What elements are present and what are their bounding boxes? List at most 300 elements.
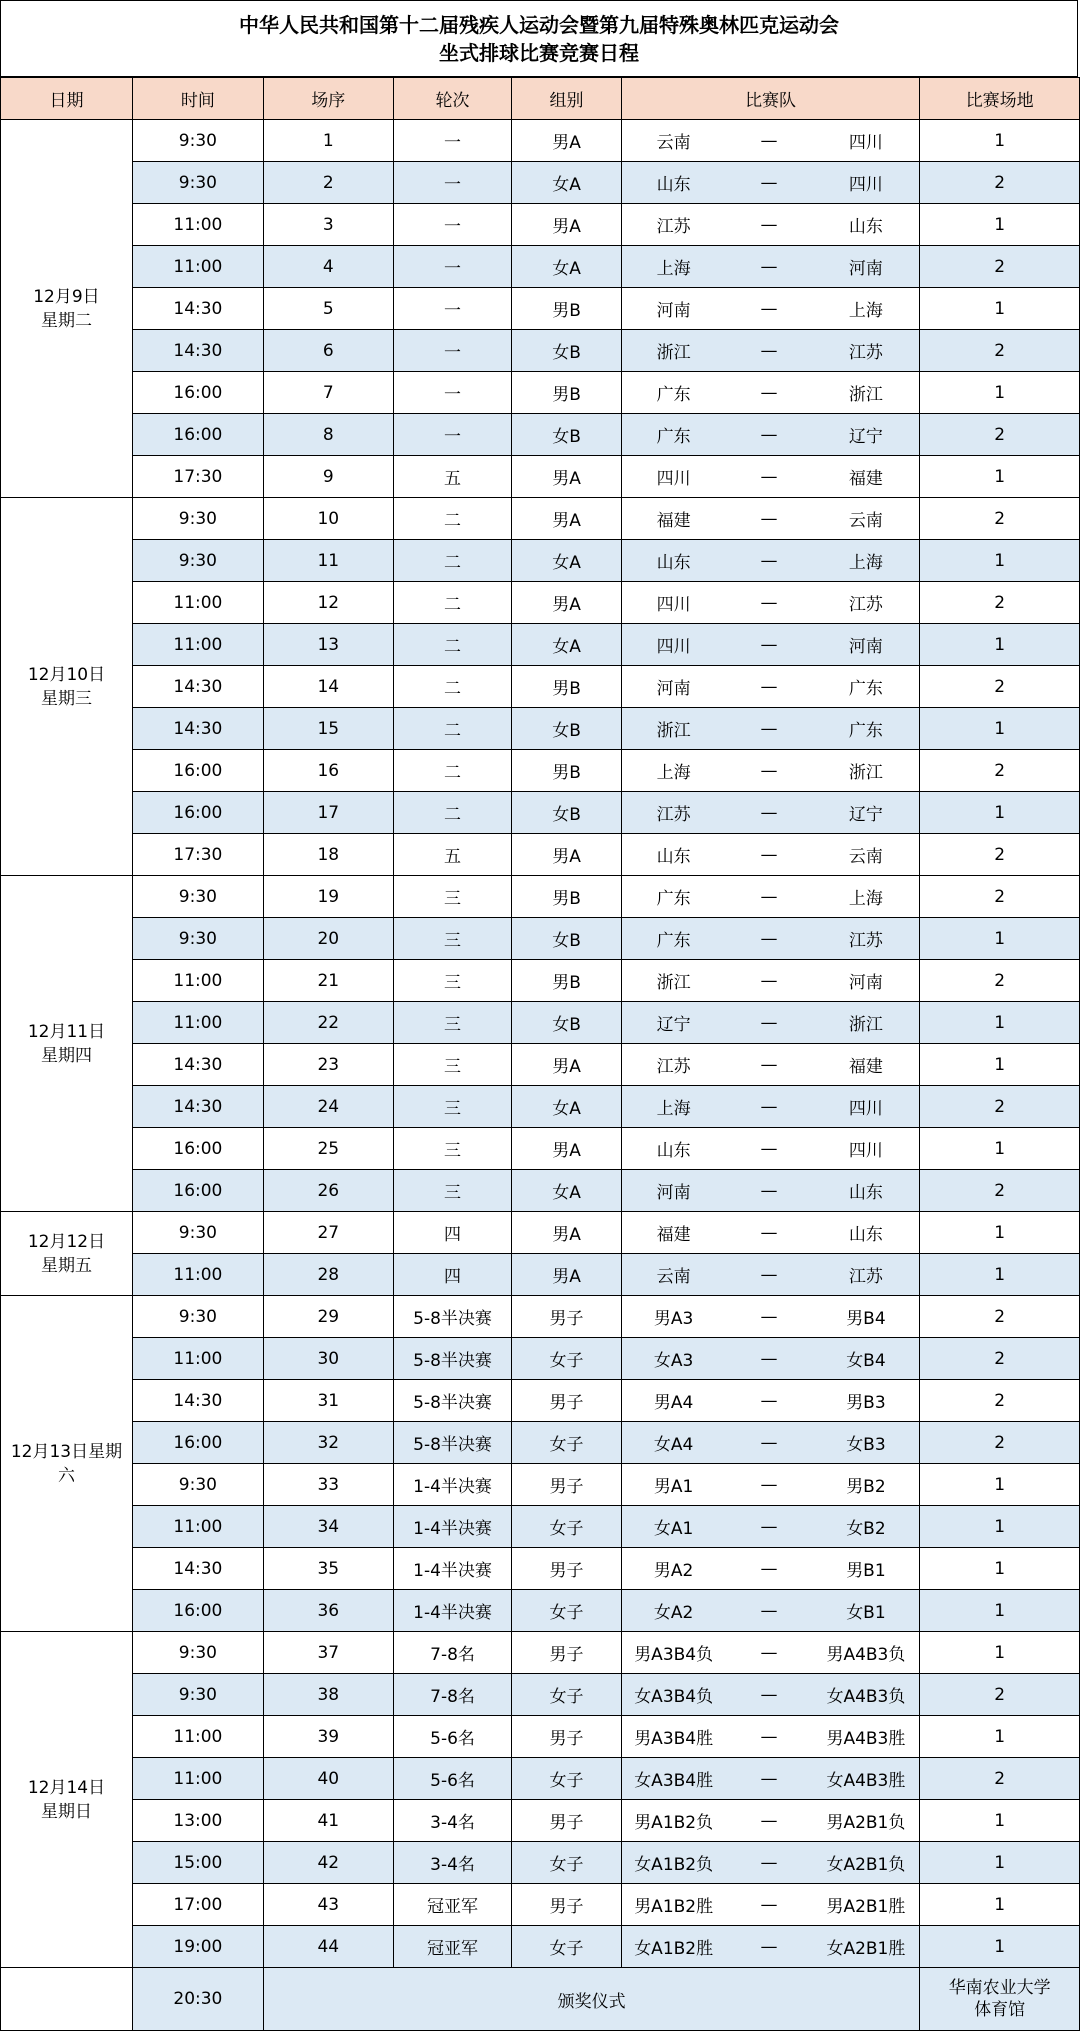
- vs-dash-cell: —: [726, 1884, 813, 1926]
- table-row: [1, 750, 1080, 792]
- vs-dash-cell: —: [726, 582, 813, 624]
- time-cell: 14:30: [132, 1044, 263, 1086]
- group-cell: 女B: [512, 918, 621, 960]
- vs-dash-cell: —: [726, 876, 813, 918]
- team-1-cell: 江苏: [621, 1044, 725, 1086]
- table-row: [1, 1086, 1080, 1128]
- match-no-cell: 4: [263, 246, 393, 288]
- vs-dash-cell: —: [726, 1170, 813, 1212]
- vs-dash-cell: —: [726, 498, 813, 540]
- round-cell: 5-6名: [393, 1716, 512, 1758]
- header-group: 组别: [512, 78, 621, 120]
- team-2-cell: 女A4B3胜: [812, 1758, 919, 1800]
- time-cell: 14:30: [132, 330, 263, 372]
- venue-cell: 1: [920, 1590, 1080, 1632]
- match-no-cell: 20: [263, 918, 393, 960]
- round-cell: 三: [393, 960, 512, 1002]
- match-no-cell: 34: [263, 1506, 393, 1548]
- team-2-cell: 上海: [812, 288, 919, 330]
- time-cell: 17:30: [132, 834, 263, 876]
- vs-dash-cell: —: [726, 1548, 813, 1590]
- team-2-cell: 女B2: [812, 1506, 919, 1548]
- table-row: [1, 1632, 1080, 1674]
- table-row: [1, 1884, 1080, 1926]
- group-cell: 男A: [512, 1044, 621, 1086]
- team-2-cell: 山东: [812, 204, 919, 246]
- group-cell: 男A: [512, 120, 621, 162]
- round-cell: 5-8半决赛: [393, 1338, 512, 1380]
- match-no-cell: 25: [263, 1128, 393, 1170]
- time-cell: 11:00: [132, 246, 263, 288]
- time-cell: 11:00: [132, 1254, 263, 1296]
- team-2-cell: 男A2B1胜: [812, 1884, 919, 1926]
- venue-cell: 1: [920, 1632, 1080, 1674]
- time-cell: 9:30: [132, 1632, 263, 1674]
- match-no-cell: 11: [263, 540, 393, 582]
- vs-dash-cell: —: [726, 1044, 813, 1086]
- date-cell: 12月12日 星期五: [1, 1212, 133, 1296]
- match-no-cell: 10: [263, 498, 393, 540]
- vs-dash-cell: —: [726, 456, 813, 498]
- round-cell: 二: [393, 708, 512, 750]
- header-date: 日期: [1, 78, 133, 120]
- venue-cell: 2: [920, 1380, 1080, 1422]
- table-row: [1, 1716, 1080, 1758]
- team-1-cell: 河南: [621, 1170, 725, 1212]
- round-cell: 5-8半决赛: [393, 1296, 512, 1338]
- group-cell: 女子: [512, 1926, 621, 1968]
- team-1-cell: 上海: [621, 1086, 725, 1128]
- team-1-cell: 山东: [621, 162, 725, 204]
- venue-cell: 1: [920, 918, 1080, 960]
- team-2-cell: 辽宁: [812, 792, 919, 834]
- round-cell: 四: [393, 1254, 512, 1296]
- team-1-cell: 广东: [621, 876, 725, 918]
- table-row: [1, 1254, 1080, 1296]
- table-row: [1, 288, 1080, 330]
- round-cell: 二: [393, 666, 512, 708]
- ceremony-label-cell: 颁奖仪式: [263, 1968, 920, 2031]
- table-row: [1, 330, 1080, 372]
- team-1-cell: 山东: [621, 834, 725, 876]
- table-row: [1, 1380, 1080, 1422]
- table-row: [1, 372, 1080, 414]
- group-cell: 男A: [512, 1254, 621, 1296]
- header-round: 轮次: [393, 78, 512, 120]
- time-cell: 16:00: [132, 792, 263, 834]
- group-cell: 女B: [512, 330, 621, 372]
- group-cell: 男A: [512, 204, 621, 246]
- ceremony-row: [1, 1968, 1080, 2031]
- time-cell: 9:30: [132, 498, 263, 540]
- vs-dash-cell: —: [726, 204, 813, 246]
- team-1-cell: 四川: [621, 582, 725, 624]
- round-cell: 5-8半决赛: [393, 1422, 512, 1464]
- vs-dash-cell: —: [726, 1422, 813, 1464]
- time-cell: 14:30: [132, 1548, 263, 1590]
- team-1-cell: 江苏: [621, 204, 725, 246]
- venue-cell: 1: [920, 1044, 1080, 1086]
- team-2-cell: 辽宁: [812, 414, 919, 456]
- vs-dash-cell: —: [726, 1296, 813, 1338]
- vs-dash-cell: —: [726, 120, 813, 162]
- venue-cell: 2: [920, 330, 1080, 372]
- match-no-cell: 22: [263, 1002, 393, 1044]
- group-cell: 女B: [512, 708, 621, 750]
- vs-dash-cell: —: [726, 1338, 813, 1380]
- group-cell: 男子: [512, 1800, 621, 1842]
- venue-cell: 1: [920, 1464, 1080, 1506]
- table-row: [1, 918, 1080, 960]
- team-1-cell: 江苏: [621, 792, 725, 834]
- team-1-cell: 云南: [621, 120, 725, 162]
- group-cell: 男子: [512, 1296, 621, 1338]
- time-cell: 11:00: [132, 960, 263, 1002]
- venue-cell: 2: [920, 666, 1080, 708]
- table-row: [1, 582, 1080, 624]
- table-row: [1, 876, 1080, 918]
- team-2-cell: 云南: [812, 834, 919, 876]
- venue-cell: 2: [920, 750, 1080, 792]
- match-no-cell: 14: [263, 666, 393, 708]
- team-1-cell: 男A3B4负: [621, 1632, 725, 1674]
- team-1-cell: 男A3B4胜: [621, 1716, 725, 1758]
- match-no-cell: 17: [263, 792, 393, 834]
- match-no-cell: 1: [263, 120, 393, 162]
- time-cell: 11:00: [132, 1002, 263, 1044]
- team-1-cell: 男A4: [621, 1380, 725, 1422]
- match-no-cell: 29: [263, 1296, 393, 1338]
- round-cell: 二: [393, 582, 512, 624]
- match-no-cell: 18: [263, 834, 393, 876]
- team-2-cell: 江苏: [812, 1254, 919, 1296]
- venue-cell: 1: [920, 1128, 1080, 1170]
- group-cell: 男子: [512, 1716, 621, 1758]
- vs-dash-cell: —: [726, 1800, 813, 1842]
- group-cell: 男B: [512, 372, 621, 414]
- round-cell: 一: [393, 414, 512, 456]
- team-2-cell: 女A4B3负: [812, 1674, 919, 1716]
- match-no-cell: 19: [263, 876, 393, 918]
- round-cell: 5-8半决赛: [393, 1380, 512, 1422]
- venue-cell: 2: [920, 498, 1080, 540]
- team-1-cell: 男A3: [621, 1296, 725, 1338]
- venue-cell: 1: [920, 120, 1080, 162]
- round-cell: 7-8名: [393, 1674, 512, 1716]
- time-cell: 13:00: [132, 1800, 263, 1842]
- table-row: [1, 1296, 1080, 1338]
- title-line-1: 中华人民共和国第十二届残疾人运动会暨第九届特殊奥林匹克运动会: [239, 13, 839, 37]
- time-cell: 9:30: [132, 1296, 263, 1338]
- match-no-cell: 37: [263, 1632, 393, 1674]
- team-2-cell: 男B4: [812, 1296, 919, 1338]
- round-cell: 冠亚军: [393, 1884, 512, 1926]
- venue-cell: 2: [920, 1296, 1080, 1338]
- time-cell: 9:30: [132, 120, 263, 162]
- table-row: [1, 1044, 1080, 1086]
- vs-dash-cell: —: [726, 750, 813, 792]
- table-row: [1, 456, 1080, 498]
- team-1-cell: 女A1B2负: [621, 1842, 725, 1884]
- venue-cell: 1: [920, 1800, 1080, 1842]
- match-no-cell: 16: [263, 750, 393, 792]
- round-cell: 四: [393, 1212, 512, 1254]
- schedule-table: [0, 77, 1080, 2031]
- ceremony-time-cell: 20:30: [132, 1968, 263, 2031]
- time-cell: 9:30: [132, 1464, 263, 1506]
- group-cell: 女子: [512, 1506, 621, 1548]
- vs-dash-cell: —: [726, 1086, 813, 1128]
- vs-dash-cell: —: [726, 162, 813, 204]
- time-cell: 16:00: [132, 1422, 263, 1464]
- table-row: [1, 1170, 1080, 1212]
- round-cell: 三: [393, 918, 512, 960]
- round-cell: 二: [393, 792, 512, 834]
- time-cell: 9:30: [132, 1212, 263, 1254]
- match-no-cell: 8: [263, 414, 393, 456]
- team-1-cell: 女A2: [621, 1590, 725, 1632]
- time-cell: 11:00: [132, 582, 263, 624]
- group-cell: 男A: [512, 582, 621, 624]
- team-1-cell: 福建: [621, 1212, 725, 1254]
- table-row: [1, 834, 1080, 876]
- round-cell: 1-4半决赛: [393, 1464, 512, 1506]
- document-title: [0, 0, 1078, 77]
- match-no-cell: 30: [263, 1338, 393, 1380]
- vs-dash-cell: —: [726, 1002, 813, 1044]
- round-cell: 五: [393, 834, 512, 876]
- time-cell: 9:30: [132, 1674, 263, 1716]
- venue-cell: 1: [920, 1926, 1080, 1968]
- team-1-cell: 男A1B2负: [621, 1800, 725, 1842]
- time-cell: 15:00: [132, 1842, 263, 1884]
- venue-cell: 2: [920, 1674, 1080, 1716]
- round-cell: 一: [393, 120, 512, 162]
- vs-dash-cell: —: [726, 918, 813, 960]
- group-cell: 男子: [512, 1380, 621, 1422]
- team-1-cell: 女A1B2胜: [621, 1926, 725, 1968]
- team-2-cell: 浙江: [812, 372, 919, 414]
- team-2-cell: 男A4B3负: [812, 1632, 919, 1674]
- round-cell: 3-4名: [393, 1842, 512, 1884]
- match-no-cell: 32: [263, 1422, 393, 1464]
- venue-cell: 2: [920, 162, 1080, 204]
- venue-cell: 1: [920, 708, 1080, 750]
- team-1-cell: 辽宁: [621, 1002, 725, 1044]
- team-2-cell: 云南: [812, 498, 919, 540]
- vs-dash-cell: —: [726, 792, 813, 834]
- vs-dash-cell: —: [726, 540, 813, 582]
- round-cell: 三: [393, 1128, 512, 1170]
- group-cell: 女A: [512, 540, 621, 582]
- team-2-cell: 河南: [812, 624, 919, 666]
- vs-dash-cell: —: [726, 1926, 813, 1968]
- match-no-cell: 21: [263, 960, 393, 1002]
- time-cell: 16:00: [132, 372, 263, 414]
- round-cell: 二: [393, 540, 512, 582]
- vs-dash-cell: —: [726, 414, 813, 456]
- team-2-cell: 山东: [812, 1170, 919, 1212]
- vs-dash-cell: —: [726, 834, 813, 876]
- group-cell: 男B: [512, 666, 621, 708]
- time-cell: 17:30: [132, 456, 263, 498]
- group-cell: 女子: [512, 1590, 621, 1632]
- team-2-cell: 男B2: [812, 1464, 919, 1506]
- match-no-cell: 6: [263, 330, 393, 372]
- vs-dash-cell: —: [726, 960, 813, 1002]
- table-row: [1, 1422, 1080, 1464]
- ceremony-date-cell: [1, 1968, 133, 2031]
- team-2-cell: 男B3: [812, 1380, 919, 1422]
- group-cell: 男子: [512, 1548, 621, 1590]
- group-cell: 男B: [512, 750, 621, 792]
- round-cell: 1-4半决赛: [393, 1548, 512, 1590]
- team-1-cell: 女A4: [621, 1422, 725, 1464]
- time-cell: 19:00: [132, 1926, 263, 1968]
- group-cell: 女B: [512, 1002, 621, 1044]
- team-2-cell: 江苏: [812, 582, 919, 624]
- table-row: [1, 1338, 1080, 1380]
- team-1-cell: 男A1: [621, 1464, 725, 1506]
- round-cell: 三: [393, 1170, 512, 1212]
- venue-cell: 1: [920, 456, 1080, 498]
- group-cell: 男子: [512, 1884, 621, 1926]
- team-1-cell: 山东: [621, 1128, 725, 1170]
- venue-cell: 2: [920, 1758, 1080, 1800]
- date-cell: 12月10日 星期三: [1, 498, 133, 876]
- vs-dash-cell: —: [726, 708, 813, 750]
- table-row: [1, 1926, 1080, 1968]
- group-cell: 女子: [512, 1338, 621, 1380]
- venue-cell: 1: [920, 372, 1080, 414]
- vs-dash-cell: —: [726, 1506, 813, 1548]
- vs-dash-cell: —: [726, 666, 813, 708]
- match-no-cell: 3: [263, 204, 393, 246]
- match-no-cell: 23: [263, 1044, 393, 1086]
- time-cell: 9:30: [132, 918, 263, 960]
- round-cell: 一: [393, 288, 512, 330]
- venue-cell: 1: [920, 204, 1080, 246]
- table-row: [1, 204, 1080, 246]
- time-cell: 17:00: [132, 1884, 263, 1926]
- table-row: [1, 1464, 1080, 1506]
- team-1-cell: 男A1B2胜: [621, 1884, 725, 1926]
- team-2-cell: 四川: [812, 1128, 919, 1170]
- round-cell: 三: [393, 876, 512, 918]
- vs-dash-cell: —: [726, 1842, 813, 1884]
- time-cell: 11:00: [132, 1338, 263, 1380]
- team-1-cell: 男A2: [621, 1548, 725, 1590]
- schedule-body: [1, 120, 1080, 2031]
- time-cell: 11:00: [132, 624, 263, 666]
- time-cell: 16:00: [132, 414, 263, 456]
- date-cell: 12月9日 星期二: [1, 120, 133, 498]
- match-no-cell: 31: [263, 1380, 393, 1422]
- vs-dash-cell: —: [726, 372, 813, 414]
- team-2-cell: 上海: [812, 540, 919, 582]
- team-1-cell: 女A3B4胜: [621, 1758, 725, 1800]
- group-cell: 女A: [512, 162, 621, 204]
- round-cell: 一: [393, 246, 512, 288]
- venue-cell: 1: [920, 1716, 1080, 1758]
- group-cell: 女A: [512, 1170, 621, 1212]
- round-cell: 一: [393, 330, 512, 372]
- group-cell: 女子: [512, 1422, 621, 1464]
- team-2-cell: 河南: [812, 246, 919, 288]
- group-cell: 男A: [512, 1212, 621, 1254]
- table-row: [1, 1590, 1080, 1632]
- group-cell: 女B: [512, 414, 621, 456]
- team-2-cell: 女A2B1胜: [812, 1926, 919, 1968]
- venue-cell: 1: [920, 1506, 1080, 1548]
- team-1-cell: 浙江: [621, 708, 725, 750]
- time-cell: 16:00: [132, 1590, 263, 1632]
- venue-cell: 2: [920, 246, 1080, 288]
- venue-cell: 2: [920, 582, 1080, 624]
- table-row: [1, 1800, 1080, 1842]
- vs-dash-cell: —: [726, 1716, 813, 1758]
- team-2-cell: 女B4: [812, 1338, 919, 1380]
- time-cell: 14:30: [132, 708, 263, 750]
- venue-cell: 1: [920, 1002, 1080, 1044]
- table-row: [1, 1548, 1080, 1590]
- round-cell: 三: [393, 1044, 512, 1086]
- group-cell: 女子: [512, 1674, 621, 1716]
- venue-cell: 2: [920, 1338, 1080, 1380]
- header-teams: 比赛队: [621, 78, 920, 120]
- table-row: [1, 1674, 1080, 1716]
- team-2-cell: 福建: [812, 1044, 919, 1086]
- round-cell: 3-4名: [393, 1800, 512, 1842]
- group-cell: 女B: [512, 792, 621, 834]
- match-no-cell: 26: [263, 1170, 393, 1212]
- round-cell: 一: [393, 204, 512, 246]
- team-1-cell: 女A1: [621, 1506, 725, 1548]
- venue-cell: 1: [920, 792, 1080, 834]
- match-no-cell: 35: [263, 1548, 393, 1590]
- match-no-cell: 36: [263, 1590, 393, 1632]
- date-cell: 12月14日 星期日: [1, 1632, 133, 1968]
- match-no-cell: 9: [263, 456, 393, 498]
- table-row: [1, 540, 1080, 582]
- vs-dash-cell: —: [726, 1212, 813, 1254]
- venue-cell: 1: [920, 288, 1080, 330]
- team-1-cell: 河南: [621, 288, 725, 330]
- table-row: [1, 1128, 1080, 1170]
- venue-cell: 1: [920, 1842, 1080, 1884]
- table-row: [1, 1002, 1080, 1044]
- team-2-cell: 广东: [812, 666, 919, 708]
- table-row: [1, 1212, 1080, 1254]
- vs-dash-cell: —: [726, 246, 813, 288]
- table-header-row: [1, 78, 1080, 120]
- round-cell: 二: [393, 624, 512, 666]
- vs-dash-cell: —: [726, 624, 813, 666]
- round-cell: 7-8名: [393, 1632, 512, 1674]
- vs-dash-cell: —: [726, 1590, 813, 1632]
- venue-cell: 2: [920, 876, 1080, 918]
- venue-cell: 2: [920, 414, 1080, 456]
- team-1-cell: 上海: [621, 246, 725, 288]
- round-cell: 一: [393, 162, 512, 204]
- team-2-cell: 浙江: [812, 1002, 919, 1044]
- team-1-cell: 广东: [621, 918, 725, 960]
- venue-cell: 2: [920, 1086, 1080, 1128]
- match-no-cell: 5: [263, 288, 393, 330]
- team-1-cell: 女A3B4负: [621, 1674, 725, 1716]
- team-2-cell: 河南: [812, 960, 919, 1002]
- ceremony-venue-cell: 华南农业大学 体育馆: [920, 1968, 1080, 2031]
